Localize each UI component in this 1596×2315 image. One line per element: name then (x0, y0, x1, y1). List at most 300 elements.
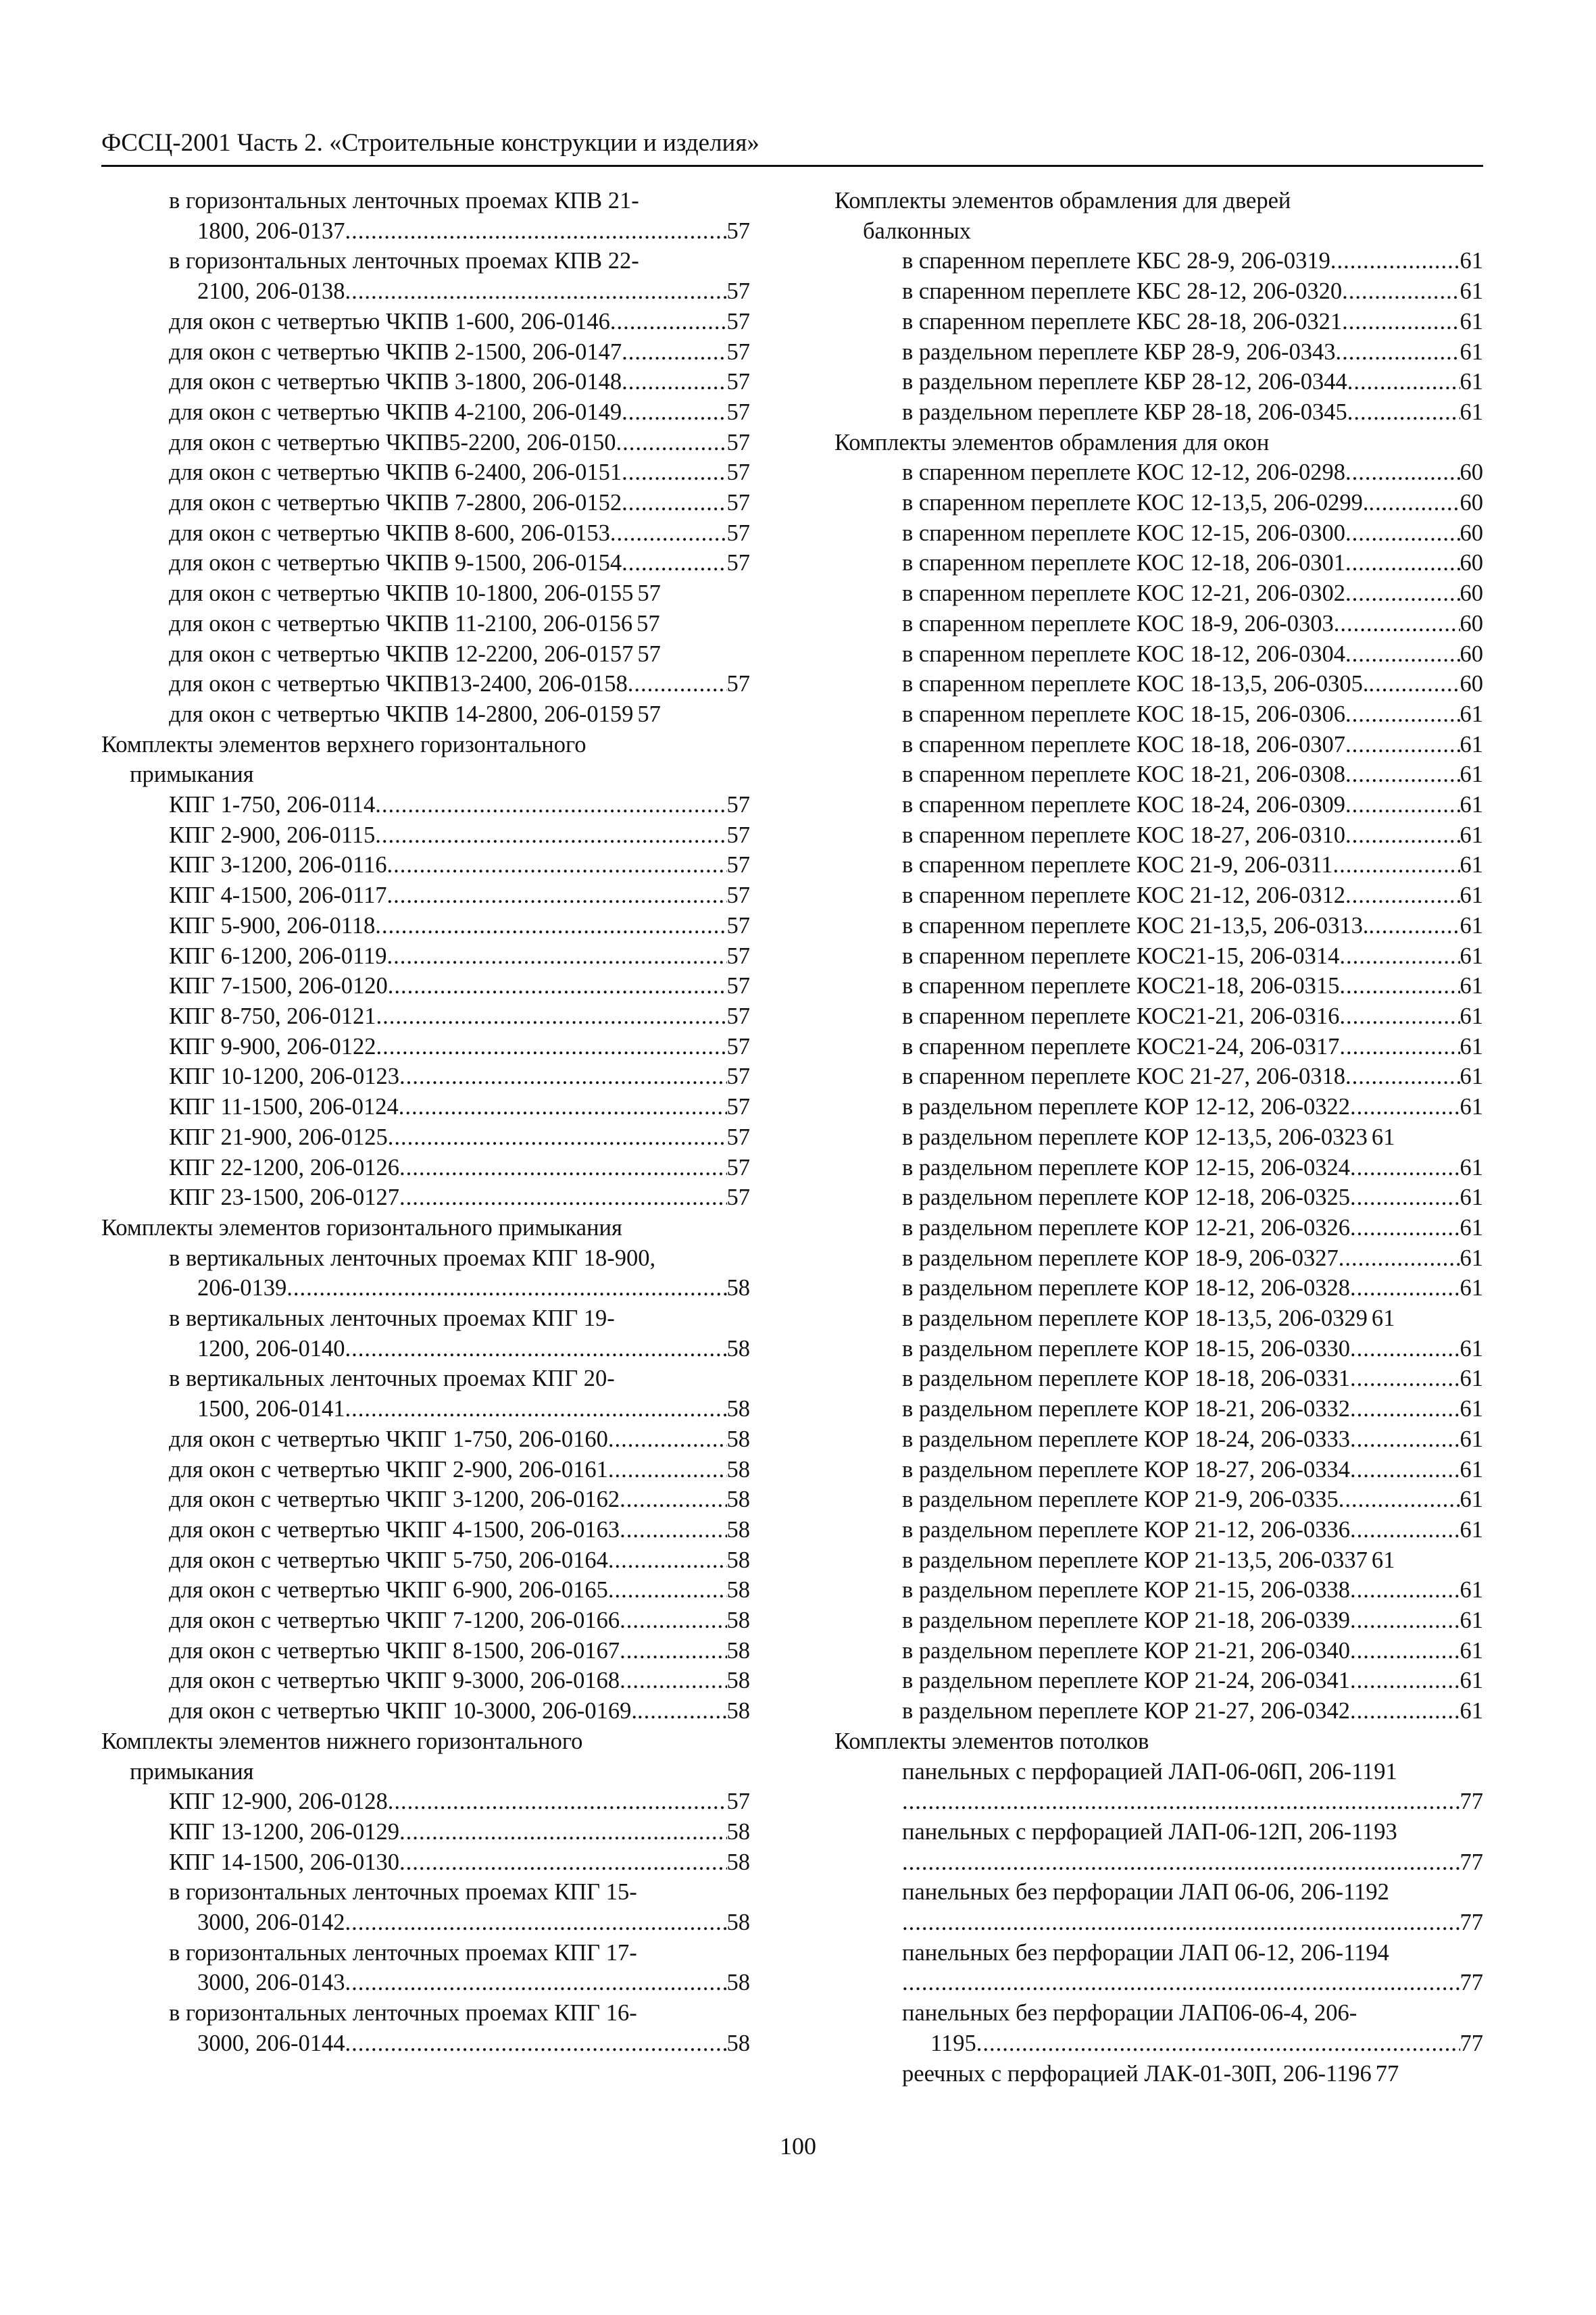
index-entry (169, 1153, 750, 1183)
section-heading: Комплекты элементов верхнего горизонтального (101, 731, 587, 757)
entry-title: в вертикальных ленточных проемах КПГ 20- (169, 1366, 615, 1392)
entry-page: 61 (1460, 1154, 1483, 1180)
entry-page: 61 (1460, 369, 1483, 395)
index-entry (902, 1575, 1483, 1605)
dot-leader (610, 518, 727, 549)
index-entry (902, 1877, 1483, 1937)
dot-leader (1350, 1364, 1460, 1394)
entry-title: в горизонтальных ленточных проемах КПГ 15- (169, 1879, 637, 1906)
entry-title: для окон с четвертью ЧКПВ 8-600, 206-0153 (169, 520, 610, 546)
index-entry (902, 1455, 1483, 1485)
entry-page: 57 (726, 399, 750, 425)
entry-page: 57 (726, 1003, 750, 1029)
index-entry (169, 1122, 750, 1153)
entry-title-cont: 1500, 206-0141 (197, 1396, 345, 1422)
index-entry (902, 397, 1483, 428)
entry-title: КПГ 14-1500, 206-0130 (169, 1849, 399, 1875)
entry-page: 60 (1460, 520, 1483, 546)
section-heading: примыкания (130, 1758, 254, 1785)
dot-leader (637, 1696, 727, 1726)
entry-title: для окон с четвертью ЧКПВ 2-1500, 206-0147 (169, 339, 622, 365)
entry-title: для окон с четвертью ЧКПГ 6-900, 206-0165 (169, 1577, 608, 1603)
index-entry (169, 971, 750, 1001)
index-entry (169, 578, 750, 609)
entry-title: для окон с четвертью ЧКПГ 3-1200, 206-0162 (169, 1487, 620, 1513)
dot-leader (1336, 337, 1460, 368)
entry-continuation (197, 1334, 750, 1364)
index-entry (169, 548, 750, 578)
entry-title: для окон с четвертью ЧКПГ 7-1200, 206-0166 (169, 1608, 620, 1634)
entry-title: в спаренном переплете КОС 12-15, 206-0300 (902, 520, 1345, 546)
entry-page: 58 (726, 1275, 750, 1301)
entry-continuation (197, 2028, 750, 2059)
entry-page: 61 (1371, 1305, 1395, 1332)
entry-page: 57 (726, 218, 750, 244)
index-entry (902, 1092, 1483, 1122)
index-entry (169, 1998, 750, 2058)
index-entry (169, 246, 750, 306)
entry-page: 57 (726, 1124, 750, 1150)
index-entry (169, 1032, 750, 1062)
entry-page: 58 (726, 1910, 750, 1936)
entry-title: КПГ 8-750, 206-0121 (169, 1003, 376, 1029)
entry-title: в спаренном переплете КБС 28-18, 206-0321 (902, 308, 1343, 334)
entry-page: 57 (726, 822, 750, 848)
dot-leader (345, 1968, 727, 1998)
index-column-right (834, 186, 1483, 2089)
entry-title: КПГ 22-1200, 206-0126 (169, 1154, 399, 1180)
entry-title: для окон с четвертью ЧКПВ 9-1500, 206-0154 (169, 550, 622, 576)
entry-title: КПГ 3-1200, 206-0116 (169, 852, 387, 878)
entry-page: 57 (726, 1154, 750, 1180)
index-entry (169, 1696, 750, 1726)
entry-title: в раздельном переплете КОР 21-24, 206-0341 (902, 1668, 1351, 1694)
entry-page: 61 (1460, 1487, 1483, 1513)
entry-page: 77 (1460, 1910, 1483, 1936)
entry-title: для окон с четвертью ЧКПГ 8-1500, 206-0167 (169, 1637, 620, 1664)
index-entry (169, 1575, 750, 1605)
dot-leader (1345, 730, 1460, 760)
entry-title: в спаренном переплете КОС 12-21, 206-0302 (902, 580, 1345, 607)
entry-title: КПГ 21-900, 206-0125 (169, 1124, 388, 1150)
dot-leader (345, 1908, 727, 1938)
dot-leader (1345, 639, 1460, 670)
entry-title: в спаренном переплете КОС 21-9, 206-0311 (902, 852, 1333, 878)
entry-title: панельных с перфорацией ЛАП-06-06П, 206-1191 (902, 1758, 1397, 1785)
entry-continuation (902, 1787, 1483, 1817)
dot-leader (902, 1787, 1460, 1817)
entry-page: 57 (726, 912, 750, 939)
section-heading: Комплекты элементов горизонтального примыкания (101, 1214, 622, 1241)
dot-leader (1350, 1334, 1460, 1364)
entry-title: для окон с четвертью ЧКПВ 4-2100, 206-0149 (169, 399, 622, 425)
dot-leader (622, 548, 726, 578)
index-entry (169, 850, 750, 880)
entry-page: 57 (726, 973, 750, 999)
entry-page: 58 (726, 1456, 750, 1483)
entry-page: 58 (726, 1970, 750, 1996)
entry-page: 61 (1460, 973, 1483, 999)
entry-title: в раздельном переплете КОР 12-15, 206-0324 (902, 1154, 1351, 1180)
index-entry (902, 911, 1483, 941)
entry-page: 57 (726, 792, 750, 818)
entry-page: 60 (1460, 580, 1483, 607)
index-entry (902, 1364, 1483, 1394)
index-entry (902, 307, 1483, 337)
entry-page: 61 (1460, 792, 1483, 818)
index-entry (902, 1303, 1483, 1334)
dot-leader (1345, 790, 1460, 820)
dot-leader (345, 2028, 727, 2059)
dot-leader (399, 1817, 727, 1847)
entry-page: 57 (726, 369, 750, 395)
entry-page: 61 (1460, 943, 1483, 969)
dot-leader (376, 1032, 726, 1062)
entry-page: 61 (1460, 852, 1483, 878)
entry-title: в раздельном переплете КОР 18-13,5, 206-0329 (902, 1305, 1368, 1332)
dot-leader (1345, 880, 1460, 911)
index-entry (169, 367, 750, 397)
dot-leader (386, 880, 726, 911)
entry-page: 61 (1460, 308, 1483, 334)
index-entry (902, 1938, 1483, 1998)
entry-page: 77 (1460, 1789, 1483, 1815)
entry-title-cont: 1800, 206-0137 (197, 218, 345, 244)
entry-title: для окон с четвертью ЧКПВ5-2200, 206-0150 (169, 429, 616, 455)
entry-page: 61 (1460, 1245, 1483, 1271)
dot-leader (1345, 578, 1460, 609)
dot-leader (1369, 488, 1460, 518)
dot-leader (1350, 1666, 1460, 1696)
entry-page: 58 (726, 1668, 750, 1694)
dot-leader (1350, 1575, 1460, 1605)
entry-continuation (902, 1847, 1483, 1878)
dot-leader (1350, 1394, 1460, 1424)
index-entry (169, 911, 750, 941)
entry-title: в раздельном переплете КОР 18-9, 206-0327 (902, 1245, 1339, 1271)
entry-page: 57 (726, 429, 750, 455)
index-entry (169, 1636, 750, 1666)
entry-page: 61 (1460, 1698, 1483, 1724)
entry-page: 61 (1460, 339, 1483, 365)
entry-page: 61 (1460, 1003, 1483, 1029)
index-entry (169, 1847, 750, 1878)
dot-leader (1345, 457, 1460, 488)
dot-leader (1339, 1243, 1460, 1274)
entry-page: 57 (726, 339, 750, 365)
dot-leader (1350, 1455, 1460, 1485)
index-entry (169, 186, 750, 246)
entry-page: 60 (1460, 671, 1483, 697)
entry-title-cont: 1195 (930, 2030, 976, 2056)
dot-leader (1350, 1153, 1460, 1183)
index-entry (169, 1303, 750, 1364)
dot-leader (386, 941, 726, 972)
entry-page: 57 (637, 610, 660, 637)
index-entry (902, 1183, 1483, 1213)
section-heading: Комплекты элементов обрамления для окон (834, 429, 1270, 455)
entry-title: КПГ 23-1500, 206-0127 (169, 1185, 399, 1211)
entry-title: для окон с четвертью ЧКПВ 6-2400, 206-0151 (169, 459, 622, 486)
entry-page: 61 (1460, 1456, 1483, 1483)
entry-title: в раздельном переплете КОР 18-27, 206-0334 (902, 1456, 1351, 1483)
entry-page: 61 (1460, 762, 1483, 788)
entry-continuation (197, 1273, 750, 1303)
entry-page: 61 (1460, 1064, 1483, 1090)
dot-leader (1350, 1424, 1460, 1455)
entry-page: 57 (726, 1033, 750, 1060)
entry-continuation (197, 1908, 750, 1938)
dot-leader (1339, 1032, 1460, 1062)
entry-page: 61 (1460, 1577, 1483, 1603)
index-entry (169, 1455, 750, 1485)
entry-page: 57 (726, 1789, 750, 1815)
index-entry (169, 1545, 750, 1576)
dot-leader (1347, 397, 1460, 428)
dot-leader (1345, 699, 1460, 730)
entry-title: в раздельном переплете КОР 12-13,5, 206-0323 (902, 1124, 1368, 1150)
entry-page: 58 (726, 1516, 750, 1543)
index-entry (169, 337, 750, 368)
entry-title: для окон с четвертью ЧКПГ 10-3000, 206-0169. (169, 1698, 637, 1724)
index-entry (902, 457, 1483, 488)
index-entry (902, 1213, 1483, 1243)
dot-leader (386, 850, 726, 880)
dot-leader (620, 1636, 726, 1666)
section-heading: Комплекты элементов нижнего горизонтального (101, 1728, 583, 1754)
entry-page: 60 (1460, 490, 1483, 516)
entry-title: в спаренном переплете КОС 21-12, 206-0312 (902, 882, 1345, 909)
dot-leader (375, 790, 726, 820)
entry-page: 61 (1460, 701, 1483, 727)
entry-page: 58 (726, 2030, 750, 2056)
entry-title: для окон с четвертью ЧКПВ13-2400, 206-0158 (169, 671, 628, 697)
dot-leader (1330, 246, 1460, 276)
entry-page: 58 (726, 1396, 750, 1422)
entry-title: КПГ 10-1200, 206-0123 (169, 1064, 399, 1090)
entry-title: в спаренном переплете КОС 18-18, 206-0307 (902, 731, 1345, 757)
entry-title: в раздельном переплете КОР 18-18, 206-0331 (902, 1366, 1351, 1392)
index-entry (902, 1696, 1483, 1726)
dot-leader (1345, 820, 1460, 851)
section-heading: примыкания (130, 762, 254, 788)
entry-page: 61 (1460, 1275, 1483, 1301)
entry-title: в спаренном переплете КОС 12-12, 206-0298 (902, 459, 1345, 486)
entry-title: КПГ 6-1200, 206-0119 (169, 943, 387, 969)
entry-page: 57 (726, 278, 750, 305)
index-entry (902, 488, 1483, 518)
index-entry (902, 246, 1483, 276)
entry-title-cont: 3000, 206-0144 (197, 2030, 345, 2056)
dot-leader (622, 457, 726, 488)
index-entry (169, 518, 750, 549)
entry-title: в спаренном переплете КОС 18-13,5, 206-0305. (902, 671, 1369, 697)
index-entry (169, 1605, 750, 1636)
index-entry (169, 639, 750, 670)
entry-page: 61 (1460, 1214, 1483, 1241)
entry-title: для окон с четвертью ЧКПГ 9-3000, 206-0168 (169, 1668, 620, 1694)
entry-title: в раздельном переплете КОР 21-12, 206-0336 (902, 1516, 1351, 1543)
index-entry (169, 699, 750, 730)
entry-title-cont: 1200, 206-0140 (197, 1335, 345, 1362)
dot-leader (1345, 548, 1460, 578)
index-entry (169, 307, 750, 337)
entry-title: в раздельном переплете КБР 28-18, 206-0345 (902, 399, 1347, 425)
index-entry (902, 1243, 1483, 1274)
section-heading: Комплекты элементов потолков (834, 1728, 1149, 1754)
dot-leader (622, 367, 726, 397)
dot-leader (376, 1001, 726, 1032)
index-entry (902, 609, 1483, 639)
dot-leader (1350, 1213, 1460, 1243)
dot-leader (1342, 276, 1460, 307)
dot-leader (622, 488, 726, 518)
entry-title: для окон с четвертью ЧКПВ 12-2200, 206-0157 (169, 641, 634, 667)
entry-title: в горизонтальных ленточных проемах КПВ 22- (169, 248, 639, 274)
dot-leader (399, 1847, 727, 1878)
index-entry (902, 880, 1483, 911)
entry-title: для окон с четвертью ЧКПВ 14-2800, 206-0159 (169, 701, 634, 727)
dot-leader (1347, 367, 1460, 397)
entry-page: 60 (1460, 641, 1483, 667)
entry-continuation (902, 1908, 1483, 1938)
entry-title: в раздельном переплете КБР 28-12, 206-0344 (902, 369, 1347, 395)
dot-leader (902, 1847, 1460, 1878)
entry-page: 58 (726, 1849, 750, 1875)
entry-title: в спаренном переплете КБС 28-12, 206-0320 (902, 278, 1343, 305)
dot-leader (1350, 1696, 1460, 1726)
index-entry (902, 276, 1483, 307)
dot-leader (608, 1455, 727, 1485)
entry-title: КПГ 1-750, 206-0114 (169, 792, 376, 818)
section-heading: Комплекты элементов обрамления для дверей (834, 188, 1291, 214)
index-entry (169, 1666, 750, 1696)
index-entry (169, 428, 750, 458)
index-entry (902, 820, 1483, 851)
dot-leader (1332, 850, 1460, 880)
entry-title: в раздельном переплете КОР 21-18, 206-0339 (902, 1608, 1351, 1634)
entry-page: 61 (1460, 882, 1483, 909)
index-entry (169, 1515, 750, 1545)
index-entry (169, 1062, 750, 1092)
entry-continuation (197, 276, 750, 307)
entry-title: для окон с четвертью ЧКПВ 7-2800, 206-0152 (169, 490, 622, 516)
entry-title: в раздельном переплете КОР 18-12, 206-0328 (902, 1275, 1351, 1301)
entry-title: панельных без перфорации ЛАП06-06-4, 206- (902, 2000, 1357, 2026)
index-entry (169, 488, 750, 518)
entry-page: 57 (726, 520, 750, 546)
index-entry (902, 2059, 1483, 2089)
index-entry (169, 669, 750, 699)
dot-leader (1350, 1515, 1460, 1545)
entry-page: 57 (726, 459, 750, 486)
index-entry (902, 1636, 1483, 1666)
index-entry (902, 1001, 1483, 1032)
index-entry (902, 1998, 1483, 2058)
index-entry (902, 1817, 1483, 1877)
index-column-left (101, 186, 750, 2059)
index-entry (169, 880, 750, 911)
dot-leader (1345, 1062, 1460, 1092)
index-entry (902, 790, 1483, 820)
entry-title: в спаренном переплете КОС 21-13,5, 206-0313. (902, 912, 1369, 939)
dot-leader (622, 337, 726, 368)
entry-title: КПГ 2-900, 206-0115 (169, 822, 376, 848)
entry-title: в спаренном переплете КОС 18-24, 206-0309 (902, 792, 1345, 818)
dot-leader (902, 1908, 1460, 1938)
entry-page: 57 (726, 1094, 750, 1120)
index-entry (902, 669, 1483, 699)
entry-page: 61 (1460, 1668, 1483, 1694)
entry-title: для окон с четвертью ЧКПВ 1-600, 206-0146 (169, 308, 610, 334)
entry-title: в раздельном переплете КОР 21-15, 206-0338 (902, 1577, 1351, 1603)
index-entry (902, 1666, 1483, 1696)
page-number: 100 (780, 2133, 816, 2160)
entry-page: 77 (1460, 1849, 1483, 1875)
entry-title: для окон с четвертью ЧКПВ 3-1800, 206-0148 (169, 369, 622, 395)
entry-page: 57 (726, 550, 750, 576)
index-entry (902, 1757, 1483, 1817)
entry-page: 61 (1460, 1396, 1483, 1422)
index-entry (902, 578, 1483, 609)
dot-leader (608, 1575, 727, 1605)
entry-title: в горизонтальных ленточных проемах КПГ 16- (169, 2000, 637, 2026)
entry-title-cont: 3000, 206-0143 (197, 1970, 345, 1996)
entry-title: в спаренном переплете КОС 18-21, 206-0308 (902, 762, 1345, 788)
entry-title-cont: 206-0139 (197, 1275, 287, 1301)
entry-page: 58 (726, 1577, 750, 1603)
entry-title: для окон с четвертью ЧКПГ 5-750, 206-0164 (169, 1547, 608, 1573)
dot-leader (620, 1605, 726, 1636)
entry-page: 57 (726, 852, 750, 878)
entry-title: в раздельном переплете КОР 18-21, 206-0332 (902, 1396, 1351, 1422)
dot-leader (345, 1334, 727, 1364)
entry-page: 61 (1460, 399, 1483, 425)
entry-page: 61 (1460, 1185, 1483, 1211)
entry-page: 77 (1460, 1970, 1483, 1996)
entry-title: КПГ 13-1200, 206-0129 (169, 1818, 399, 1845)
entry-title: в вертикальных ленточных проемах КПГ 18-900, (169, 1245, 656, 1271)
entry-title: в спаренном переплете КОС21-18, 206-0315 (902, 973, 1340, 999)
entry-title: в раздельном переплете КОР 12-12, 206-0322 (902, 1094, 1351, 1120)
index-entry (902, 1515, 1483, 1545)
entry-page: 58 (726, 1818, 750, 1845)
dot-leader (1350, 1273, 1460, 1303)
entry-page: 58 (726, 1637, 750, 1664)
entry-page: 57 (637, 641, 661, 667)
dot-leader (622, 397, 726, 428)
entry-page: 77 (1375, 2060, 1399, 2087)
index-entry (169, 1787, 750, 1817)
entry-page: 61 (1371, 1547, 1395, 1573)
index-entry (169, 609, 750, 639)
index-entry (169, 941, 750, 972)
index-entry (902, 1424, 1483, 1455)
dot-leader (1345, 760, 1460, 790)
entry-page: 58 (726, 1547, 750, 1573)
entry-title: КПГ 11-1500, 206-0124 (169, 1094, 399, 1120)
dot-leader (608, 1545, 727, 1576)
index-entry (902, 1153, 1483, 1183)
index-entry (902, 1032, 1483, 1062)
index-entry (902, 1394, 1483, 1424)
index-entry (902, 367, 1483, 397)
entry-page: 60 (1460, 610, 1483, 637)
entry-title: КПГ 4-1500, 206-0117 (169, 882, 387, 909)
dot-leader (399, 1092, 727, 1122)
index-entry (902, 1273, 1483, 1303)
index-entry (169, 1817, 750, 1847)
